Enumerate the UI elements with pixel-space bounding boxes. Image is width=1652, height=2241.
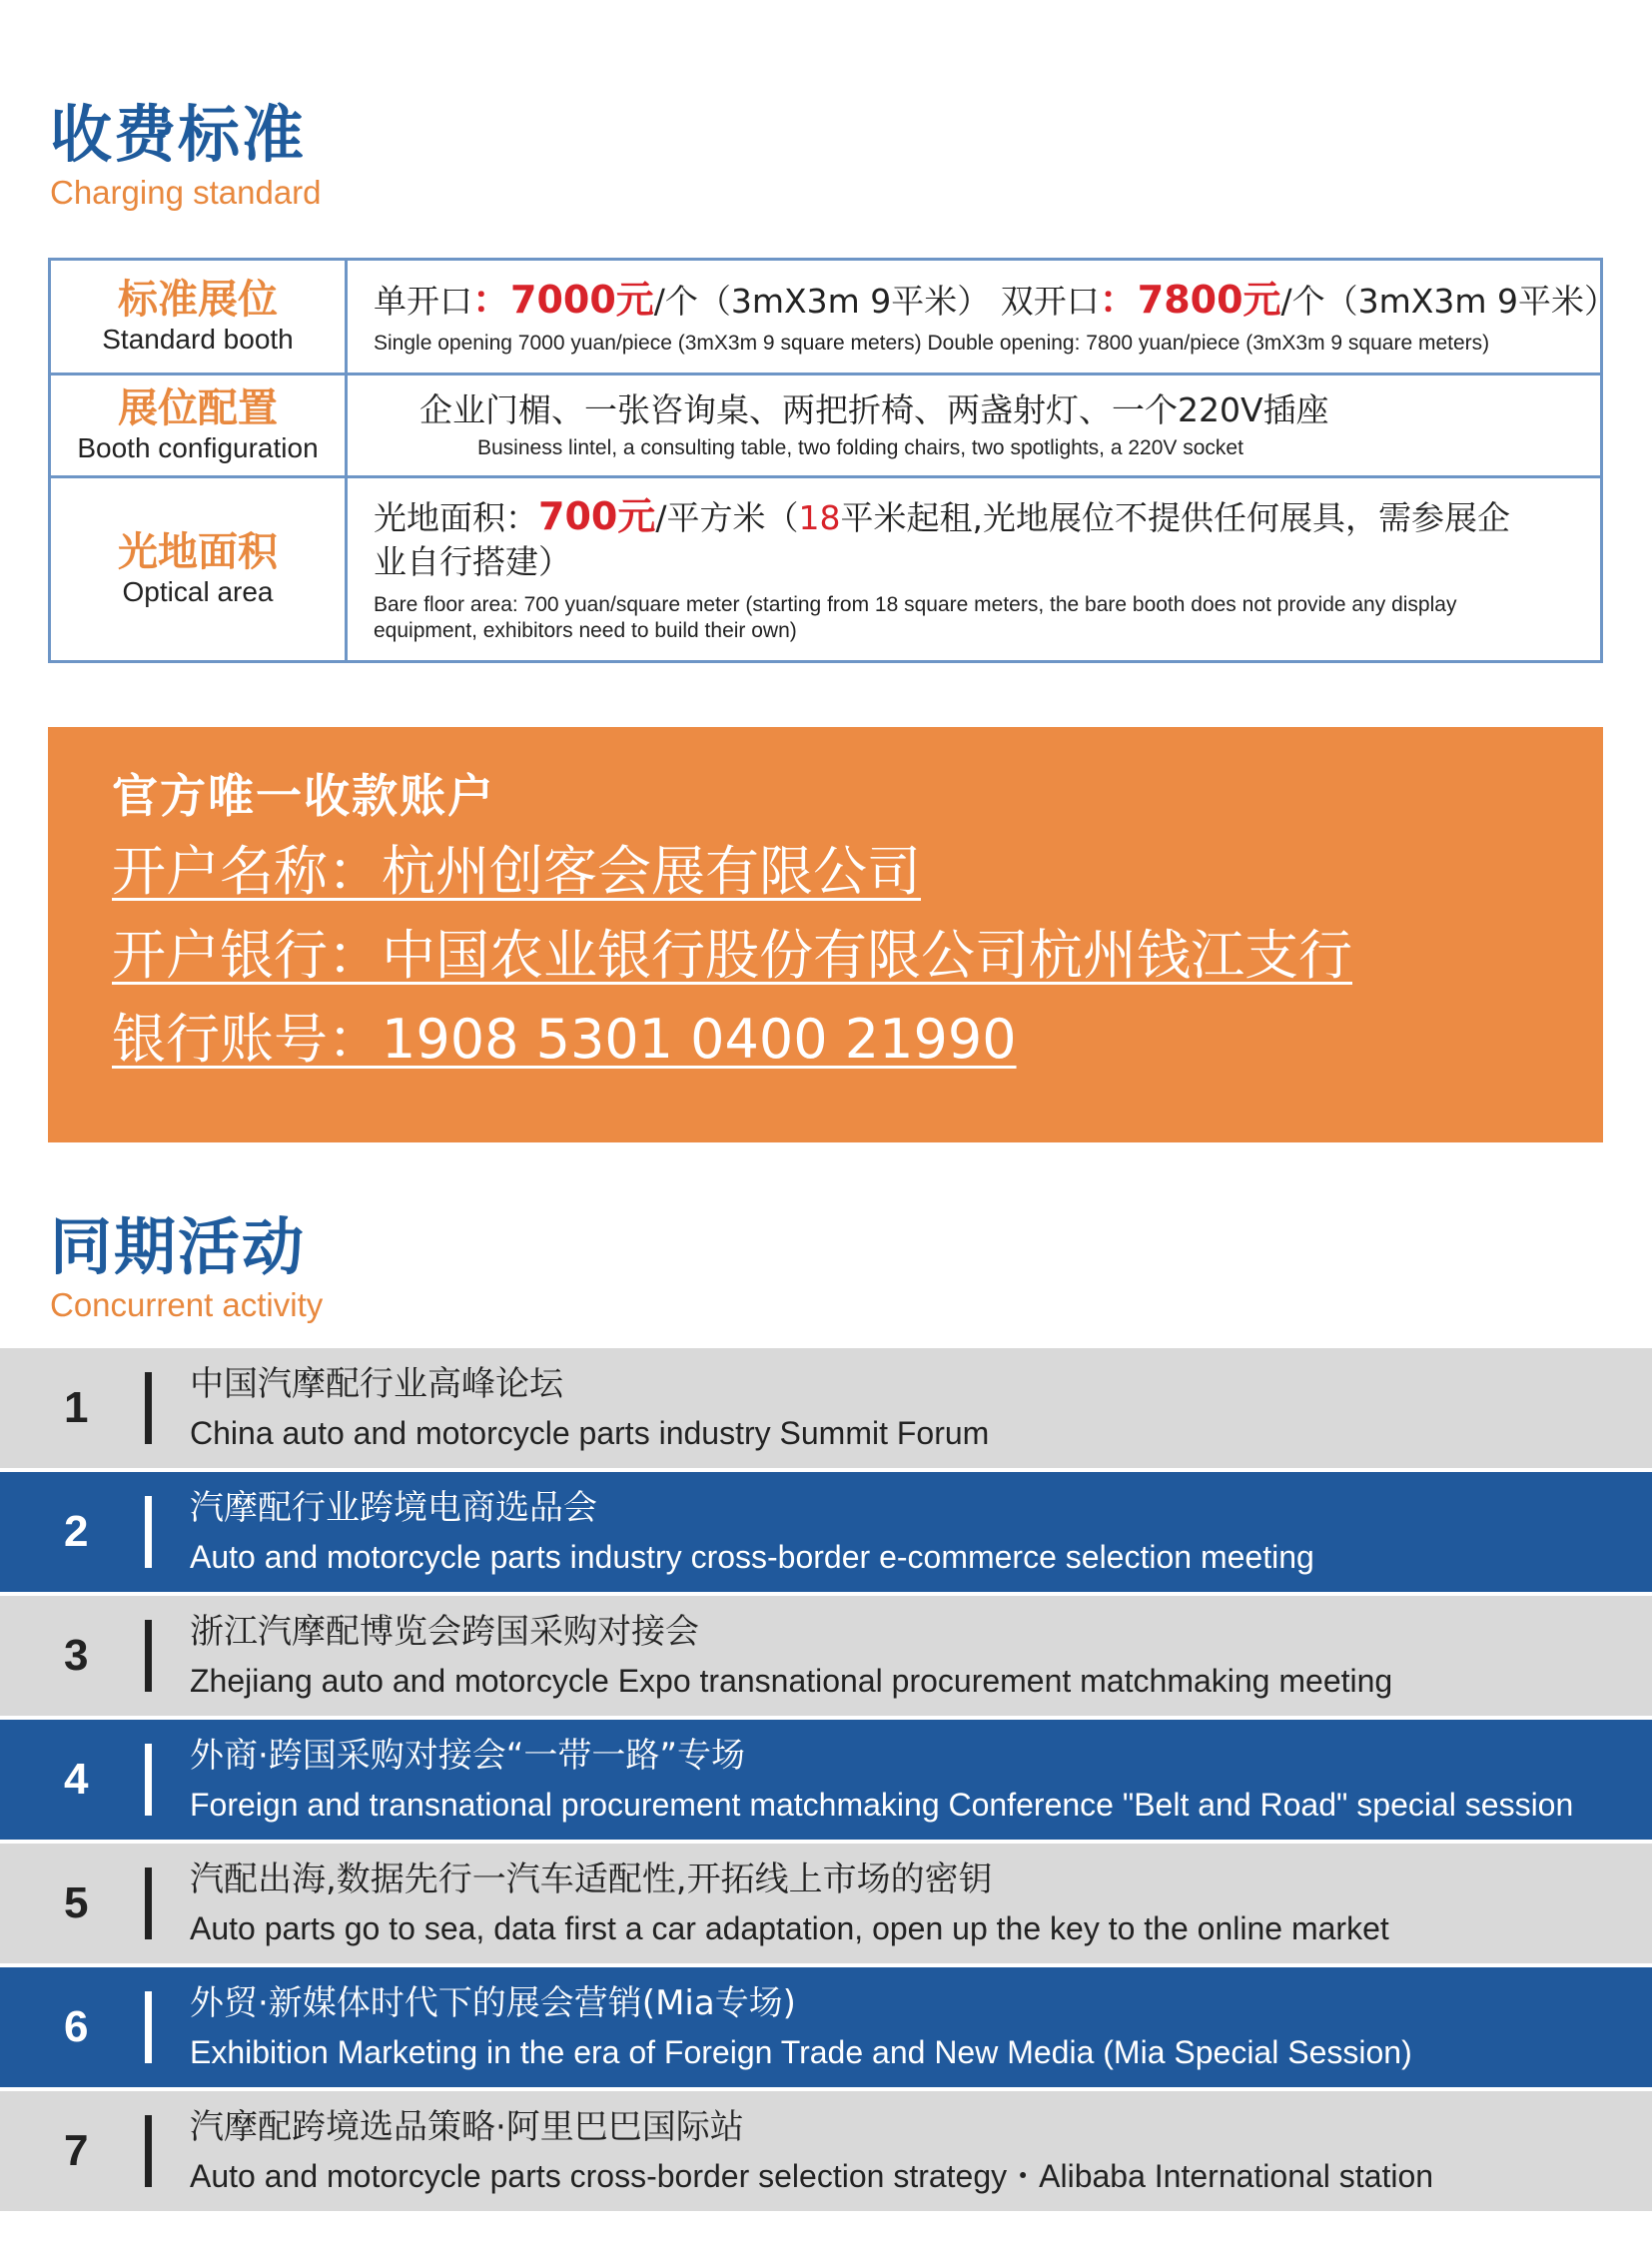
account-name: 开户名称：杭州创客会展有限公司 <box>112 840 921 903</box>
account-bank: 开户银行：中国农业银行股份有限公司杭州钱江支行 <box>112 924 1352 987</box>
activity-cn: 外贸·新媒体时代下的展会营销(Mia专场) <box>190 1983 796 2023</box>
fee-row-standard-booth <box>51 261 1618 375</box>
charging-title: 收费标准 <box>50 98 307 171</box>
activity-en: Auto parts go to sea, data first a car adaptation, open up the key to the online market <box>190 1910 1389 1946</box>
account-heading: 官方唯一收款账户 <box>112 769 495 823</box>
booth-price-en: Single opening 7000 yuan/piece (3mX3m 9 square meters) Double opening: 7800 yuan/piece (3mX3m 9 square meters) <box>374 331 1490 355</box>
double-price: ：7800元 <box>1099 278 1281 323</box>
activity-cn: 汽摩配行业跨境电商选品会 <box>190 1488 597 1528</box>
fee-label <box>51 478 348 660</box>
fee-row-optical-area <box>51 478 1600 660</box>
divider-bar <box>145 1620 152 1692</box>
activity-cn: 外商·跨国采购对接会“一带一路”专场 <box>190 1736 746 1776</box>
label-cn: 光地面积 <box>118 529 278 576</box>
activity-en: Auto and motorcycle parts industry cross-border e-commerce selection meeting <box>190 1539 1314 1575</box>
activity-item <box>0 1720 1652 1840</box>
activities-title: 同期活动 <box>50 1210 307 1283</box>
activity-item <box>0 2091 1652 2211</box>
label-cn: 标准展位 <box>118 277 278 324</box>
activity-en: Auto and motorcycle parts cross-border selection strategy・Alibaba International station <box>190 2158 1434 2194</box>
activity-cn: 中国汽摩配行业高峰论坛 <box>190 1364 563 1404</box>
fee-body <box>348 375 1600 475</box>
activity-en: Exhibition Marketing in the era of Foreign Trade and New Media (Mia Special Session) <box>190 2034 1412 2070</box>
bare-floor-en: Bare floor area: 700 yuan/square meter (starting from 18 square meters, the bare booth does not provide any display equipment, exhibitors need to build their own) <box>374 593 1457 643</box>
bare-min: 18 <box>798 498 841 538</box>
activity-number: 7 <box>64 2126 89 2175</box>
activity-en: Foreign and transnational procurement matchmaking Conference "Belt and Road" special session <box>190 1787 1574 1823</box>
single-price: ：7000元 <box>472 278 654 323</box>
activity-number: 6 <box>64 2002 89 2051</box>
single-prefix: 单开口 <box>374 282 472 322</box>
activity-item <box>0 1348 1652 1468</box>
divider-bar <box>145 1744 152 1816</box>
fee-label <box>51 261 348 373</box>
label-cn: 展位配置 <box>118 385 278 432</box>
label-en: Booth configuration <box>77 432 319 464</box>
double-prefix: 双开口 <box>1000 282 1100 322</box>
activity-en: China auto and motorcycle parts industry Summit Forum <box>190 1415 990 1451</box>
single-suffix: /个（3mX3m 9平米） <box>653 282 991 322</box>
charging-subtitle: Charging standard <box>50 174 322 211</box>
activity-number: 5 <box>64 1878 89 1927</box>
bare-unit: /平方米（ <box>655 498 799 538</box>
fee-body <box>348 478 1600 660</box>
divider-bar <box>145 1991 152 2063</box>
activity-list <box>0 1348 1652 2215</box>
activity-cn: 汽摩配跨境选品策略·阿里巴巴国际站 <box>190 2107 744 2147</box>
config-en: Business lintel, a consulting table, two folding chairs, two spotlights, a 220V socket <box>477 435 1243 459</box>
activity-number: 1 <box>64 1383 89 1432</box>
divider-bar <box>145 1496 152 1568</box>
fee-table <box>48 258 1618 663</box>
config-cn: 企业门楣、一张咨询桌、两把折椅、两盏射灯、一个220V插座 <box>419 390 1329 430</box>
activity-en: Zhejiang auto and motorcycle Expo transnational procurement matchmaking meeting <box>190 1663 1393 1699</box>
activity-number: 4 <box>64 1755 89 1804</box>
booth-price-line <box>374 277 1617 325</box>
activities-subtitle: Concurrent activity <box>50 1286 324 1323</box>
account-number: 银行账号：1908 5301 0400 21990 <box>112 1008 1017 1071</box>
activity-number: 3 <box>64 1631 89 1680</box>
bare-price: 700元 <box>538 494 656 539</box>
divider-bar <box>145 1868 152 1939</box>
activity-cn: 浙江汽摩配博览会跨国采购对接会 <box>190 1612 699 1652</box>
label-en: Standard booth <box>102 324 294 356</box>
activity-item <box>0 1596 1652 1716</box>
activity-item <box>0 1967 1652 2087</box>
bare-prefix: 光地面积： <box>374 498 538 538</box>
double-suffix: /个（3mX3m 9平米） <box>1280 282 1618 322</box>
divider-bar <box>145 2115 152 2187</box>
label-en: Optical area <box>122 576 274 608</box>
bare-rest: 平米起租,光地展位不提供任何展具，需参展企业自行搭建） <box>374 498 1510 581</box>
fee-row-booth-configuration <box>51 375 1600 478</box>
divider-bar <box>145 1372 152 1444</box>
activity-cn: 汽配出海,数据先行一汽车适配性,开拓线上市场的密钥 <box>190 1860 993 1899</box>
activity-item <box>0 1844 1652 1963</box>
account-box <box>48 727 1603 1142</box>
bare-floor-cn <box>374 493 1574 582</box>
activity-item <box>0 1472 1652 1592</box>
activity-number: 2 <box>64 1507 89 1556</box>
fee-body <box>348 261 1643 373</box>
fee-label <box>51 375 348 475</box>
